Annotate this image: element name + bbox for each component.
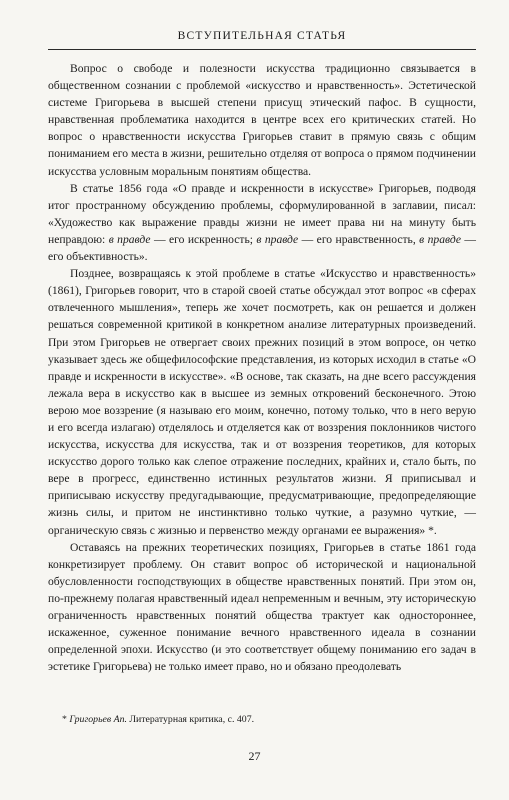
paragraph-2-emphasis-3: в правде bbox=[419, 232, 461, 246]
paragraph-2-text-a: В статье 1856 года «О правде и искренности в искусстве» Григорьев, подводя итог пространному обсуждению проблемы, сформулированной в заглавии, писал: «Художество как выражение правды жизни не имеет права ни на минуту быть неправдою: bbox=[48, 181, 476, 246]
paragraph-3: Позднее, возвращаясь к этой проблеме в статье «Искусство и нравственность» (1861), Григорьев говорит, что в старой своей статье обсуждал этот вопрос «в сферах отвлеченного мышления», теперь же хочет посмотреть, как он решается и должен решаться современной критикой в конкретном анализе литературных произведений. При этом Григорьев не отвергает своих прежних позиций в этом вопросе, он четко указывает здесь же общефилософские представления, из которых исходил в статье «О правде и искренности в искусстве». «В основе, так сказать, на дне всего рассуждения лежала вера в искусство как в высшее из земных откровений бесконечного. Этою верою мое воззрение (я называю его моим, конечно, потому только, что в него верую и его всегда излагаю) отделялось и отделяется как от воззрения поклонников чистого искусства, искусства для искусства, так и от воззрения теоретиков, для которых искусство дорого только как слепое отражение последних, крайних и, стало быть, по вере в прогресс, единственно истинных результатов жизни. Я приписывал и приписываю искусству предугадывающие, предусматривающие, предопределяющие жизнь силы, и притом не инстинктивно только чуткие, а разумно чуткие, — органическую связь с жизнью и первенство между органами ее выражения» *. bbox=[48, 267, 476, 537]
paragraph-2-text-b: — его искренность; bbox=[150, 232, 257, 246]
footnote-author: Григорьев Ап. bbox=[69, 714, 127, 725]
main-text bbox=[48, 60, 476, 675]
paragraph-2-text-c: — его нравственность, bbox=[298, 232, 420, 246]
paragraph-2-emphasis-1: в правде bbox=[108, 232, 151, 246]
page-number: 27 bbox=[248, 749, 261, 763]
footnote-mark: * bbox=[62, 714, 70, 725]
paragraph-2-text-d: — его объективность». bbox=[48, 232, 477, 264]
paragraph-1: Вопрос о свободе и полезности искусства традиционно связывается в общественном сознании с проблемой «искусство и нравственность». Эстетической системе Григорьева в высшей степени присущ этический пафос. В сущности, нравственная проблематика находится в центре всех его критических статей. Но вопрос о нравственности искусства Григорьев ставит в прямую связь с общим пониманием его места в жизни, решительно отделяя от вопроса о прямом подчинении искусства условным моральным понятиям общества. bbox=[48, 62, 476, 178]
running-head: ВСТУПИТЕЛЬНАЯ СТАТЬЯ bbox=[177, 30, 347, 42]
paragraph-4: Оставаясь на прежних теоретических позициях, Григорьев в статье 1861 года конкретизирует проблему. Он ставит вопрос об исторической и национальной обусловленности господствующих в обществе нравственных понятий. При этом он, по-прежнему полагая нравственный идеал непременным и вечным, эту историческую ограниченность нравственных понятий общества трактует как одностороннее, искаженное, суженное понимание вечного нравственного идеала в сознании определенной эпохи. Искусство (и это соответствует общему пониманию его задач в эстетике Григорьева) не только имеет право, но и обязано преодолевать bbox=[48, 540, 476, 674]
paragraph-2-emphasis-2: в правде bbox=[256, 232, 299, 246]
header-rule bbox=[48, 49, 476, 50]
paragraph-2 bbox=[48, 180, 476, 265]
footnote-text: Литературная критика, с. 407. bbox=[126, 714, 255, 725]
footnote bbox=[62, 713, 476, 726]
